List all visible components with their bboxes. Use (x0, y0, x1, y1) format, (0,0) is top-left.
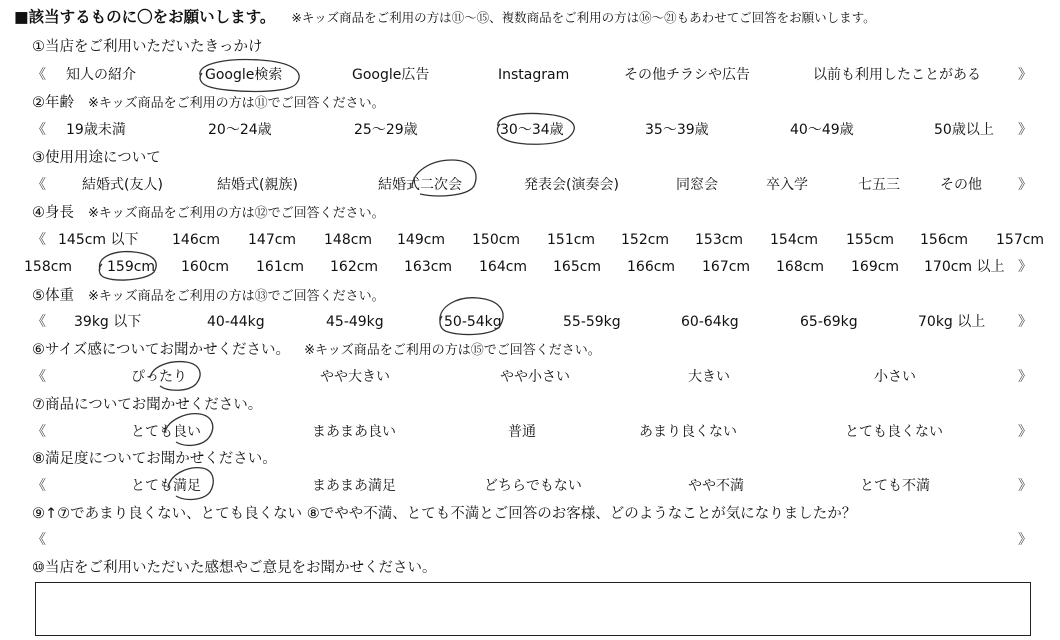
option-q2-5[interactable]: 35〜39歳 (645, 122, 709, 138)
option-q3-8[interactable]: その他 (940, 177, 982, 193)
option-q8-1[interactable]: とても満足 (131, 478, 201, 494)
question-9-title: ⑨↑⑦であまり良くない、とても良くない ⑧でやや不満、とても不満とご回答のお客様、どのようなことが気になりましたか？ (32, 506, 857, 522)
option-q4-155[interactable]: 155cm (846, 232, 895, 248)
option-q5-6[interactable]: 60-64kg (681, 314, 739, 330)
question-2-note: ※キッズ商品をご利用の方は⑪でご回答ください。 (88, 96, 385, 111)
bracket-close: 》 (1018, 424, 1032, 440)
option-q7-3[interactable]: 普通 (508, 424, 536, 440)
option-q6-3[interactable]: やや小さい (500, 369, 570, 385)
question-10-title: ⑩当店をご利用いただいた感想やご意見をお聞かせください。 (32, 560, 437, 576)
option-q4-156[interactable]: 156cm (920, 232, 969, 248)
form-note: ※キッズ商品をご利用の方は⑪〜⑮、複数商品をご利用の方は⑯〜㉑もあわせてご回答をお願いします。 (291, 10, 876, 25)
question-8-title: ⑧満足度についてお聞かせください。 (32, 451, 277, 467)
bracket-open: 《 (32, 232, 46, 248)
option-q4-146[interactable]: 146cm (172, 232, 221, 248)
option-q5-8[interactable]: 70kg 以上 (918, 314, 986, 330)
option-q1-6[interactable]: 以前も利用したことがある (813, 67, 981, 83)
option-q8-4[interactable]: やや不満 (688, 478, 744, 494)
bracket-open: 《 (32, 177, 46, 193)
option-q1-3[interactable]: Google広告 (352, 67, 430, 83)
bracket-close: 》 (1018, 314, 1032, 330)
option-q4-161[interactable]: 161cm (256, 259, 305, 275)
question-6-label: ⑥サイズ感についてお聞かせください。 (32, 342, 291, 358)
option-q8-3[interactable]: どちらでもない (484, 478, 582, 494)
option-q6-1[interactable]: ぴったり (131, 369, 187, 385)
bracket-open: 《 (32, 122, 46, 138)
bracket-open: 《 (32, 424, 46, 440)
option-q5-1[interactable]: 39kg 以下 (74, 314, 142, 330)
option-q5-7[interactable]: 65-69kg (800, 314, 858, 330)
question-4-title (32, 204, 385, 223)
option-q4-145[interactable]: 145cm 以下 (58, 232, 139, 248)
option-q8-2[interactable]: まあまあ満足 (312, 478, 396, 494)
option-q7-2[interactable]: まあまあ良い (312, 424, 396, 440)
bracket-close: 》 (1018, 122, 1032, 138)
option-q4-154[interactable]: 154cm (770, 232, 819, 248)
option-q8-5[interactable]: とても不満 (860, 478, 930, 494)
option-q4-150[interactable]: 150cm (472, 232, 521, 248)
option-q4-166[interactable]: 166cm (627, 259, 676, 275)
question-6-title (32, 341, 601, 360)
option-q2-7[interactable]: 50歳以上 (934, 122, 994, 138)
option-q4-159[interactable]: 159cm (107, 259, 156, 275)
option-q4-160[interactable]: 160cm (181, 259, 230, 275)
option-q7-1[interactable]: とても良い (131, 424, 201, 440)
option-q1-5[interactable]: その他チラシや広告 (624, 67, 750, 83)
option-q6-2[interactable]: やや大きい (320, 369, 390, 385)
option-q4-165[interactable]: 165cm (553, 259, 602, 275)
option-q4-147[interactable]: 147cm (248, 232, 297, 248)
bracket-open: 《 (32, 532, 46, 548)
option-q1-1[interactable]: 知人の紹介 (66, 67, 136, 83)
option-q4-157[interactable]: 157cm (996, 232, 1045, 248)
bracket-open: 《 (32, 478, 46, 494)
option-q4-162[interactable]: 162cm (330, 259, 379, 275)
form-instruction: ■該当するものに〇をお願いします。 (14, 8, 276, 26)
bracket-open: 《 (32, 369, 46, 385)
question-5-note: ※キッズ商品をご利用の方は⑬でご回答ください。 (88, 289, 385, 304)
option-q3-2[interactable]: 結婚式(親族) (217, 177, 298, 193)
bracket-close: 》 (1018, 177, 1032, 193)
option-q3-5[interactable]: 同窓会 (676, 177, 718, 193)
option-q4-153[interactable]: 153cm (695, 232, 744, 248)
option-q1-2[interactable]: Google検索 (205, 67, 283, 83)
option-q4-163[interactable]: 163cm (404, 259, 453, 275)
option-q2-2[interactable]: 20〜24歳 (208, 122, 272, 138)
option-q5-5[interactable]: 55-59kg (563, 314, 621, 330)
question-3-title: ③使用用途について (32, 150, 161, 166)
option-q4-152[interactable]: 152cm (621, 232, 670, 248)
question-5-title (32, 287, 385, 306)
comment-answer-box[interactable] (35, 582, 1031, 636)
option-q5-4[interactable]: 50-54kg (444, 314, 502, 330)
form-header (14, 8, 876, 27)
question-2-label: ②年齢 (32, 95, 74, 111)
option-q3-4[interactable]: 発表会(演奏会) (524, 177, 619, 193)
bracket-close: 》 (1018, 259, 1032, 275)
option-q4-148[interactable]: 148cm (324, 232, 373, 248)
bracket-close: 》 (1018, 369, 1032, 385)
question-4-label: ④身長 (32, 205, 74, 221)
option-q6-5[interactable]: 小さい (874, 369, 916, 385)
question-4-note: ※キッズ商品をご利用の方は⑫でご回答ください。 (88, 206, 385, 221)
question-6-note: ※キッズ商品をご利用の方は⑮でご回答ください。 (304, 343, 601, 358)
option-q3-1[interactable]: 結婚式(友人) (82, 177, 163, 193)
option-q4-170[interactable]: 170cm 以上 (924, 259, 1005, 275)
option-q4-164[interactable]: 164cm (479, 259, 528, 275)
option-q4-167[interactable]: 167cm (702, 259, 751, 275)
option-q3-6[interactable]: 卒入学 (766, 177, 808, 193)
option-q5-3[interactable]: 45-49kg (326, 314, 384, 330)
bracket-close: 》 (1018, 67, 1032, 83)
option-q4-168[interactable]: 168cm (776, 259, 825, 275)
option-q2-4[interactable]: 30〜34歳 (500, 122, 564, 138)
option-q3-3[interactable]: 結婚式二次会 (378, 177, 462, 193)
option-q7-4[interactable]: あまり良くない (639, 424, 737, 440)
question-1-title: ①当店をご利用いただいたきっかけ (32, 39, 263, 55)
option-q2-3[interactable]: 25〜29歳 (354, 122, 418, 138)
bracket-close: 》 (1018, 532, 1032, 548)
option-q4-158[interactable]: 158cm (24, 259, 73, 275)
question-7-title: ⑦商品についてお聞かせください。 (32, 397, 263, 413)
question-5-label: ⑤体重 (32, 288, 74, 304)
option-q2-1[interactable]: 19歳未満 (66, 122, 126, 138)
option-q4-169[interactable]: 169cm (851, 259, 900, 275)
option-q2-6[interactable]: 40〜49歳 (790, 122, 854, 138)
option-q1-4[interactable]: Instagram (498, 67, 570, 83)
bracket-open: 《 (32, 314, 46, 330)
question-2-title (32, 94, 385, 113)
bracket-open: 《 (32, 67, 46, 83)
option-q5-2[interactable]: 40-44kg (207, 314, 265, 330)
option-q6-4[interactable]: 大きい (688, 369, 730, 385)
bracket-close: 》 (1018, 478, 1032, 494)
option-q4-151[interactable]: 151cm (547, 232, 596, 248)
option-q7-5[interactable]: とても良くない (845, 424, 943, 440)
option-q4-149[interactable]: 149cm (397, 232, 446, 248)
option-q3-7[interactable]: 七五三 (858, 177, 900, 193)
